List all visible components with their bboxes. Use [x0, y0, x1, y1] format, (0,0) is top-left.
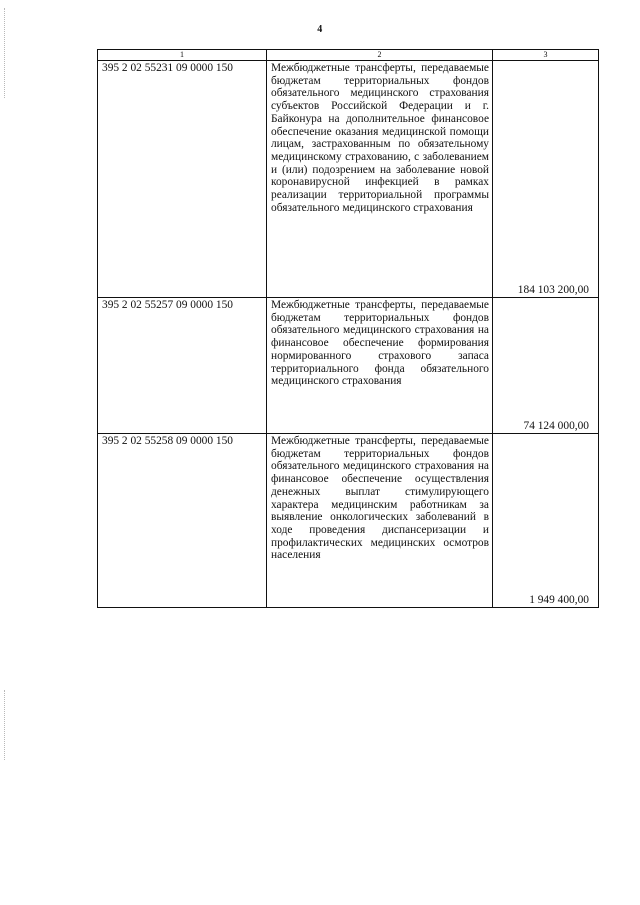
revenue-description: Межбюджетные трансферты, передаваемые бюджетам территориальных фондов обязательного медицинского страхования субъектов Российской Федерации и г. Байконура на дополнительное финансовое обеспечение оказания медицинской помощи лицам, застрахованным по обязательному медицинскому страхованию, с заболеванием и (или) подозрением на заболевание новой коронавирусной инфекцией в рамках реализации территориальной программы обязательного медицинского страхования: [267, 61, 493, 298]
budget-classification-code: 395 2 02 55257 09 0000 150: [98, 298, 267, 434]
column-header-code: 1: [98, 50, 267, 61]
page-number: 4: [317, 24, 323, 35]
revenue-amount: 184 103 200,00: [493, 61, 599, 298]
table-row: [98, 61, 599, 298]
table-header-row: [98, 50, 599, 61]
budget-revenue-table: [97, 49, 599, 608]
revenue-amount: 74 124 000,00: [493, 298, 599, 434]
column-header-amount: 3: [493, 50, 599, 61]
budget-classification-code: 395 2 02 55258 09 0000 150: [98, 434, 267, 608]
table-row: [98, 298, 599, 434]
margin-scan-marks-top: [4, 8, 6, 98]
column-header-description: 2: [267, 50, 493, 61]
budget-classification-code: 395 2 02 55231 09 0000 150: [98, 61, 267, 298]
margin-scan-marks-bottom: [4, 690, 6, 760]
revenue-description: Межбюджетные трансферты, передаваемые бюджетам территориальных фондов обязательного медицинского страхования на финансовое обеспечение формирования нормированного страхового запаса территориального фонда обязательного медицинского страхования: [267, 298, 493, 434]
table-row: [98, 434, 599, 608]
revenue-description: Межбюджетные трансферты, передаваемые бюджетам территориальных фондов обязательного медицинского страхования на финансовое обеспечение осуществления денежных выплат стимулирующего характера медицинским работникам за выявление онкологических заболеваний в ходе проведения диспансеризации и профилактических медицинских осмотров населения: [267, 434, 493, 608]
revenue-amount: 1 949 400,00: [493, 434, 599, 608]
